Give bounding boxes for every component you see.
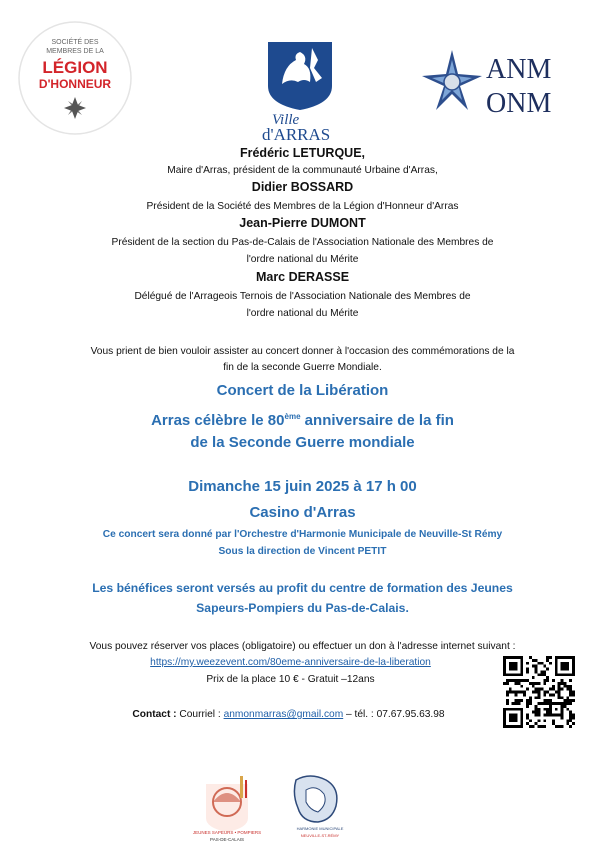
concert-subtitle-2: de la Seconde Guerre mondiale (190, 434, 415, 451)
host-3-role-2: l'ordre national du Mérite (246, 254, 359, 265)
invitation-line-1: Vous prient de bien vouloir assister au concert donner à l'occasion des commémorations de la (90, 346, 515, 357)
concert-subtitle: Arras célèbre le 80ème anniversaire de la fin (151, 412, 454, 429)
concert-date: Dimanche 15 juin 2025 à 17 h 00 (188, 478, 417, 495)
neuville-line2: NEUVILLE-ST-RÉMY (300, 833, 340, 838)
orchestra-line-1: Ce concert sera donné par l'Orchestre d'Harmonie Municipale de Neuville-St Rémy (102, 529, 503, 540)
host-4-role-2: l'ordre national du Mérite (246, 308, 359, 319)
orchestra-line-2: Sous la direction de Vincent PETIT (218, 546, 387, 557)
host-2-role: Président de la Société des Membres de la Légion d'Honneur d'Arras (146, 201, 459, 212)
legion-line3: LÉGION (42, 58, 108, 77)
neuville-line1: HARMONIE MUNICIPALE (296, 826, 344, 831)
contact-email-link[interactable]: anmonmarras@gmail.com (223, 709, 344, 720)
harmonie-neuville-logo (288, 772, 352, 842)
ticket-price: Prix de la place 10 € - Gratuit –12ans (206, 674, 375, 685)
pompiers-line1: JEUNES SAPEURS • POMPIERS (192, 830, 262, 835)
jeunes-sapeurs-pompiers-logo (192, 772, 262, 844)
concert-title: Concert de la Libération (216, 382, 389, 399)
benefit-line-1: Les bénéfices seront versés au profit du centre de formation des Jeunes (92, 581, 513, 595)
pompiers-line2: PAS-DE-CALAIS (210, 837, 244, 842)
legion-line2: MEMBRES DE LA (46, 48, 104, 55)
arras-line1: Ville (272, 112, 300, 128)
legion-line1: SOCIÉTÉ DES (51, 39, 99, 46)
contact-label: Contact : (132, 709, 177, 720)
anm-onm-logo (416, 48, 586, 118)
anm-line1: ANM (486, 54, 552, 85)
host-1-name: Frédéric LETURQUE, (239, 146, 366, 160)
contact-phone: tél. : 07.67.95.63.98 (354, 709, 445, 720)
booking-intro: Vous pouvez réserver vos places (obligatoire) ou effectuer un don à l'adresse internet suivant : (89, 641, 516, 652)
benefit-line-2: Sapeurs-Pompiers du Pas-de-Calais. (196, 601, 409, 615)
courriel-label: Courriel : (176, 709, 224, 720)
legion-honneur-logo (17, 20, 133, 136)
booking-url-link[interactable]: https://my.weezevent.com/80eme-anniversaire-de-la-liberation (150, 657, 431, 668)
host-3-role-1: Président de la section du Pas-de-Calais de l'Association Nationale des Membres de (111, 237, 494, 248)
host-1-role: Maire d'Arras, président de la communauté Urbaine d'Arras, (167, 165, 438, 176)
ville-arras-logo (258, 38, 342, 142)
legion-line4: D'HONNEUR (38, 77, 112, 91)
qr-code[interactable] (503, 656, 575, 728)
host-2-name: Didier BOSSARD (251, 180, 354, 194)
invitation-line-2: fin de la seconde Guerre Mondiale. (223, 362, 382, 373)
anm-line2: ONM (486, 88, 552, 118)
concert-venue: Casino d'Arras (249, 504, 356, 521)
contact-dash: – (343, 709, 355, 720)
host-4-name: Marc DERASSE (255, 270, 350, 284)
arras-line2: d'ARRAS (262, 125, 331, 142)
host-4-role-1: Délégué de l'Arrageois Ternois de l'Association Nationale des Membres de (134, 291, 471, 302)
host-3-name: Jean-Pierre DUMONT (239, 216, 366, 230)
